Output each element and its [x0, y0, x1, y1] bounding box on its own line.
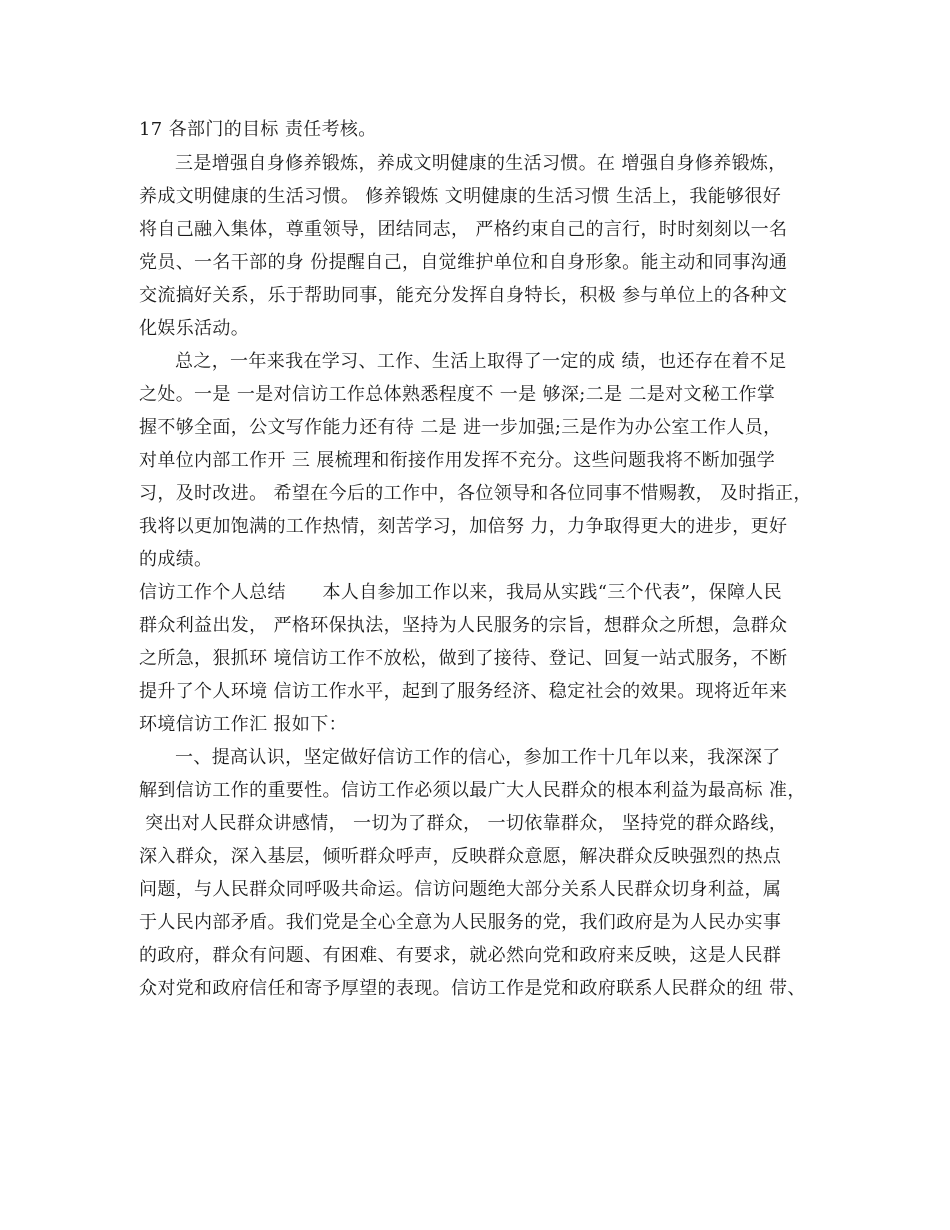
text-line: 问题，与人民群众同呼吸共命运。信访问题绝大部分关系人民群众切身利益，属: [139, 879, 782, 900]
text-line: 习，及时改进。 希望在今后的工作中，各位领导和各位同事不惜赐教， 及时指正，: [139, 483, 812, 504]
text-line: 17 各部门的目标 责任考核。: [139, 119, 377, 140]
text-line: 握不够全面，公文写作能力还有待 二是 进一步加强;三是作为办公室工作人员，: [139, 417, 782, 438]
text-line: 总之，一年来我在学习、工作、生活上取得了一定的成 绩，也还存在着不足: [175, 351, 787, 372]
text-line: 提升了个人环境 信访工作水平，起到了服务经济、稳定社会的效果。现将近年来: [139, 681, 788, 702]
text-line: 我将以更加饱满的工作热情，刻苦学习，加倍努 力，力争取得更大的进步，更好: [139, 516, 788, 537]
text-line: 于人民内部矛盾。我们党是全心全意为人民服务的党，我们政府是为人民办实事: [139, 912, 782, 933]
text-line: 信访工作个人总结 本人自参加工作以来，我局从实践“三个代表”，保障人民: [139, 582, 783, 603]
text-line: 众对党和政府信任和寄予厚望的表现。信访工作是党和政府联系人民群众的纽 带、: [139, 978, 806, 999]
text-line: 之处。一是 一是对信访工作总体熟悉程度不 一是 够深;二是 二是对文秘工作掌: [139, 384, 776, 405]
text-line: 一、提高认识，坚定做好信访工作的信心，参加工作十几年以来，我深深了: [175, 747, 781, 768]
text-line: 化娱乐活动。: [139, 318, 250, 339]
text-line: 之所急，狠抓环 境信访工作不放松，做到了接待、登记、回复一站式服务，不断: [139, 648, 788, 669]
text-line: 的政府，群众有问题、有困难、有要求，就必然向党和政府来反映，这是人民群: [139, 945, 782, 966]
text-line: 对单位内部工作开 三 展梳理和衔接作用发挥不充分。这些问题我将不断加强学: [139, 450, 776, 471]
text-line: 深入群众，深入基层，倾听群众呼声，反映群众意愿，解决群众反映强烈的热点: [139, 846, 782, 867]
text-line: 三是增强自身修养锻炼，养成文明健康的生活习惯。在 增强自身修养锻炼，: [175, 153, 787, 174]
text-line: 突出对人民群众讲感情， 一切为了群众， 一切依靠群众， 坚持党的群众路线，: [139, 813, 788, 834]
text-line: 将自己融入集体，尊重领导，团结同志， 严格约束自己的言行，时时刻刻以一名: [139, 219, 788, 240]
text-line: 环境信访工作汇 报如下：: [139, 714, 347, 735]
text-line: 解到信访工作的重要性。信访工作必须以最广大人民群众的根本利益为最高标 准，: [139, 780, 806, 801]
text-line: 党员、一名干部的身 份提醒自己，自觉维护单位和自身形象。能主动和同事沟通: [139, 252, 788, 273]
text-line: 的成绩。: [139, 549, 213, 570]
text-line: 养成文明健康的生活习惯。 修养锻炼 文明健康的生活习惯 生活上，我能够很好: [139, 186, 782, 207]
text-line: 群众利益出发， 严格环保执法，坚持为人民服务的宗旨，想群众之所想，急群众: [139, 615, 788, 636]
text-line: 交流搞好关系，乐于帮助同事，能充分发挥自身特长，积极 参与单位上的各种文: [139, 285, 788, 306]
